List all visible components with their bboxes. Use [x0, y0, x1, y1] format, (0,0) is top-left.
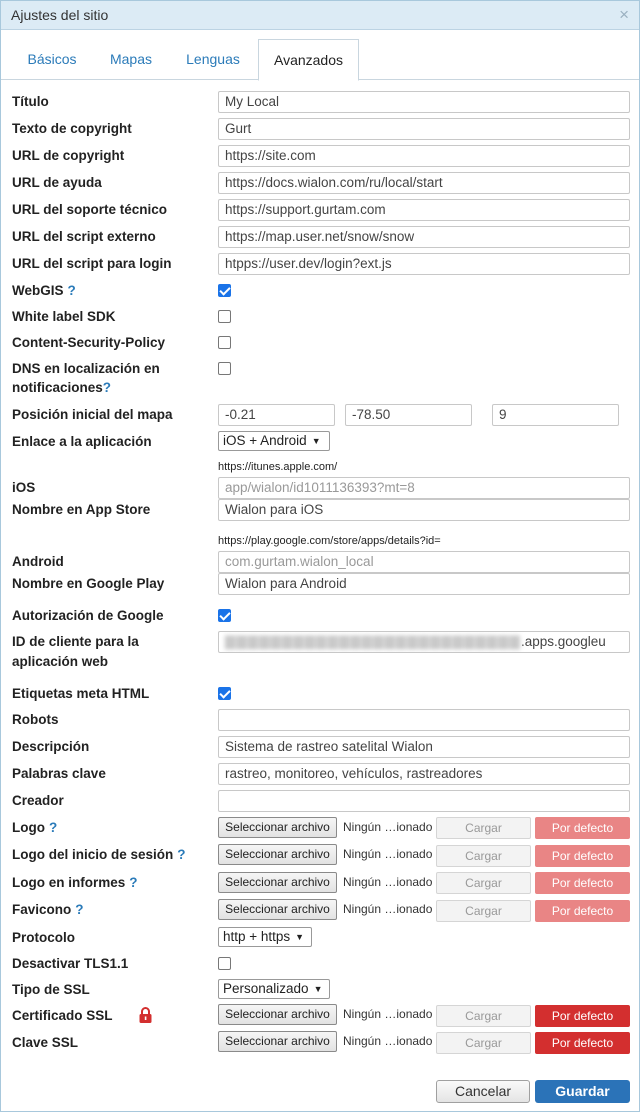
report-logo-label-text: Logo en informes	[12, 875, 126, 890]
ios-app-input[interactable]: app/wialon/id1011136393?mt=8	[218, 477, 630, 499]
help-icon[interactable]: ?	[49, 820, 58, 835]
login-logo-upload-button[interactable]: Cargar	[436, 845, 531, 867]
google-play-name-label: Nombre en Google Play	[12, 576, 165, 591]
favicon-upload-button[interactable]: Cargar	[436, 900, 531, 922]
dialog-title: Ajustes del sitio	[11, 7, 109, 23]
app-link-label: Enlace a la aplicación	[12, 434, 152, 449]
white-label-sdk-checkbox[interactable]	[218, 310, 231, 323]
report-logo-select-file-button[interactable]: Seleccionar archivo	[218, 872, 337, 893]
protocol-value: http + https	[223, 929, 291, 944]
robots-input[interactable]	[218, 709, 630, 731]
keywords-label: Palabras clave	[12, 766, 106, 781]
creator-label: Creador	[12, 793, 64, 808]
ssl-certificate-default-button[interactable]: Por defecto	[535, 1005, 630, 1027]
dns-notifications-checkbox[interactable]	[218, 362, 231, 375]
help-icon[interactable]: ?	[177, 847, 186, 862]
client-id-redacted: ▇▇▇▇▇▇▇▇▇▇▇▇▇▇▇▇▇▇▇▇▇▇▇▇▇▇	[225, 634, 521, 649]
help-icon[interactable]: ?	[67, 283, 76, 298]
support-url-label: URL del soporte técnico	[12, 202, 168, 217]
ios-label: iOS	[12, 480, 36, 495]
client-id-input[interactable]	[218, 631, 630, 653]
android-url-hint: https://play.google.com/store/apps/details?id=	[218, 535, 441, 547]
robots-label: Robots	[12, 712, 59, 727]
ssl-certificate-upload-button[interactable]: Cargar	[436, 1005, 531, 1027]
login-script-url-input[interactable]: htpps://user.dev/login?ext.js	[218, 253, 630, 275]
ssl-key-select-file-button[interactable]: Seleccionar archivo	[218, 1031, 337, 1052]
description-input[interactable]: Sistema de rastreo satelital Wialon	[218, 736, 630, 758]
login-logo-label	[12, 845, 186, 864]
disable-tls-label: Desactivar TLS1.1	[12, 956, 129, 971]
ssl-certificate-select-file-button[interactable]: Seleccionar archivo	[218, 1004, 337, 1025]
csp-label: Content-Security-Policy	[12, 335, 166, 350]
dns-notifications-label-line1: DNS en localización en	[12, 361, 160, 376]
tab-avanzados[interactable]: Avanzados	[258, 39, 359, 81]
ssl-key-file-status: Ningún …ionado	[343, 1034, 433, 1048]
copyright-url-input[interactable]: https://site.com	[218, 145, 630, 167]
protocol-select[interactable]	[218, 927, 312, 947]
help-icon[interactable]: ?	[102, 380, 112, 395]
report-logo-label	[12, 873, 138, 892]
creator-input[interactable]	[218, 790, 630, 812]
logo-label-text: Logo	[12, 820, 45, 835]
keywords-input[interactable]: rastreo, monitoreo, vehículos, rastreadores	[218, 763, 630, 785]
login-logo-label-text: Logo del inicio de sesión	[12, 847, 174, 862]
app-store-name-input[interactable]: Wialon para iOS	[218, 499, 630, 521]
app-link-value: iOS + Android	[223, 433, 307, 448]
description-label: Descripción	[12, 739, 90, 754]
ssl-key-upload-button[interactable]: Cargar	[436, 1032, 531, 1054]
login-script-url-label: URL del script para login	[12, 256, 172, 271]
favicon-default-button[interactable]: Por defecto	[535, 900, 630, 922]
favicon-select-file-button[interactable]: Seleccionar archivo	[218, 899, 337, 920]
app-link-select[interactable]	[218, 431, 330, 451]
webgis-label-text: WebGIS	[12, 283, 64, 298]
favicon-label	[12, 900, 84, 919]
meta-tags-label: Etiquetas meta HTML	[12, 686, 150, 701]
map-latitude-input[interactable]: -0.21	[218, 404, 335, 426]
help-url-input[interactable]: https://docs.wialon.com/ru/local/start	[218, 172, 630, 194]
ssl-key-label: Clave SSL	[12, 1035, 79, 1050]
map-zoom-input[interactable]: 9	[492, 404, 619, 426]
webgis-label	[12, 281, 76, 300]
lock-icon	[138, 1007, 153, 1023]
csp-checkbox[interactable]	[218, 336, 231, 349]
title-label: Título	[12, 94, 49, 109]
login-logo-select-file-button[interactable]: Seleccionar archivo	[218, 844, 337, 865]
help-icon[interactable]: ?	[75, 902, 84, 917]
dropdown-arrow-icon: ▼	[313, 984, 323, 994]
protocol-label: Protocolo	[12, 930, 75, 945]
white-label-sdk-label: White label SDK	[12, 309, 116, 324]
android-app-input[interactable]: com.gurtam.wialon_local	[218, 551, 630, 573]
google-auth-label: Autorización de Google	[12, 608, 164, 623]
copyright-text-input[interactable]: Gurt	[218, 118, 630, 140]
support-url-input[interactable]: https://support.gurtam.com	[218, 199, 630, 221]
favicon-file-status: Ningún …ionado	[343, 902, 433, 916]
map-position-label: Posición inicial del mapa	[12, 407, 173, 422]
google-auth-checkbox[interactable]	[218, 609, 231, 622]
meta-tags-checkbox[interactable]	[218, 687, 231, 700]
external-script-url-input[interactable]: https://map.user.net/snow/snow	[218, 226, 630, 248]
logo-default-button[interactable]: Por defecto	[535, 817, 630, 839]
tab-bar	[1, 39, 639, 80]
copyright-url-label: URL de copyright	[12, 148, 125, 163]
external-script-url-label: URL del script externo	[12, 229, 156, 244]
report-logo-file-status: Ningún …ionado	[343, 875, 433, 889]
client-id-label-line1: ID de cliente para la	[12, 634, 139, 649]
client-id-suffix: .apps.googleu	[520, 634, 606, 649]
ios-url-hint: https://itunes.apple.com/	[218, 461, 338, 473]
logo-label	[12, 818, 57, 837]
favicon-label-text: Favicono	[12, 902, 72, 917]
dns-notifications-label	[12, 378, 111, 397]
logo-select-file-button[interactable]: Seleccionar archivo	[218, 817, 337, 838]
copyright-text-label: Texto de copyright	[12, 121, 132, 136]
dns-notifications-label-line2: notificaciones	[12, 380, 103, 395]
ssl-certificate-label: Certificado SSL	[12, 1008, 113, 1023]
ssl-type-label: Tipo de SSL	[12, 982, 90, 997]
report-logo-upload-button[interactable]: Cargar	[436, 872, 531, 894]
ssl-key-default-button[interactable]: Por defecto	[535, 1032, 630, 1054]
login-logo-default-button[interactable]: Por defecto	[535, 845, 630, 867]
help-url-label: URL de ayuda	[12, 175, 102, 190]
ssl-certificate-file-status: Ningún …ionado	[343, 1007, 433, 1021]
map-longitude-input[interactable]: -78.50	[345, 404, 472, 426]
login-logo-file-status: Ningún …ionado	[343, 847, 433, 861]
close-icon[interactable]: ×	[619, 5, 629, 24]
save-button[interactable]: Guardar	[535, 1080, 630, 1103]
ssl-type-value: Personalizado	[223, 981, 309, 996]
tab-basicos[interactable]: Básicos	[27, 51, 77, 67]
title-input[interactable]: My Local	[218, 91, 630, 113]
tab-lenguas[interactable]: Lenguas	[186, 51, 240, 67]
disable-tls-checkbox[interactable]	[218, 957, 231, 970]
dropdown-arrow-icon: ▼	[311, 436, 321, 446]
ssl-type-select[interactable]	[218, 979, 330, 999]
logo-upload-button[interactable]: Cargar	[436, 817, 531, 839]
logo-file-status: Ningún …ionado	[343, 820, 433, 834]
webgis-checkbox[interactable]	[218, 284, 231, 297]
android-label: Android	[12, 554, 64, 569]
app-store-name-label: Nombre en App Store	[12, 502, 151, 517]
tab-mapas[interactable]: Mapas	[109, 51, 153, 67]
client-id-label-line2: aplicación web	[12, 654, 109, 669]
report-logo-default-button[interactable]: Por defecto	[535, 872, 630, 894]
google-play-name-input[interactable]: Wialon para Android	[218, 573, 630, 595]
dialog-titlebar	[1, 1, 639, 30]
help-icon[interactable]: ?	[129, 875, 138, 890]
cancel-button[interactable]: Cancelar	[436, 1080, 530, 1103]
dropdown-arrow-icon: ▼	[295, 932, 305, 942]
